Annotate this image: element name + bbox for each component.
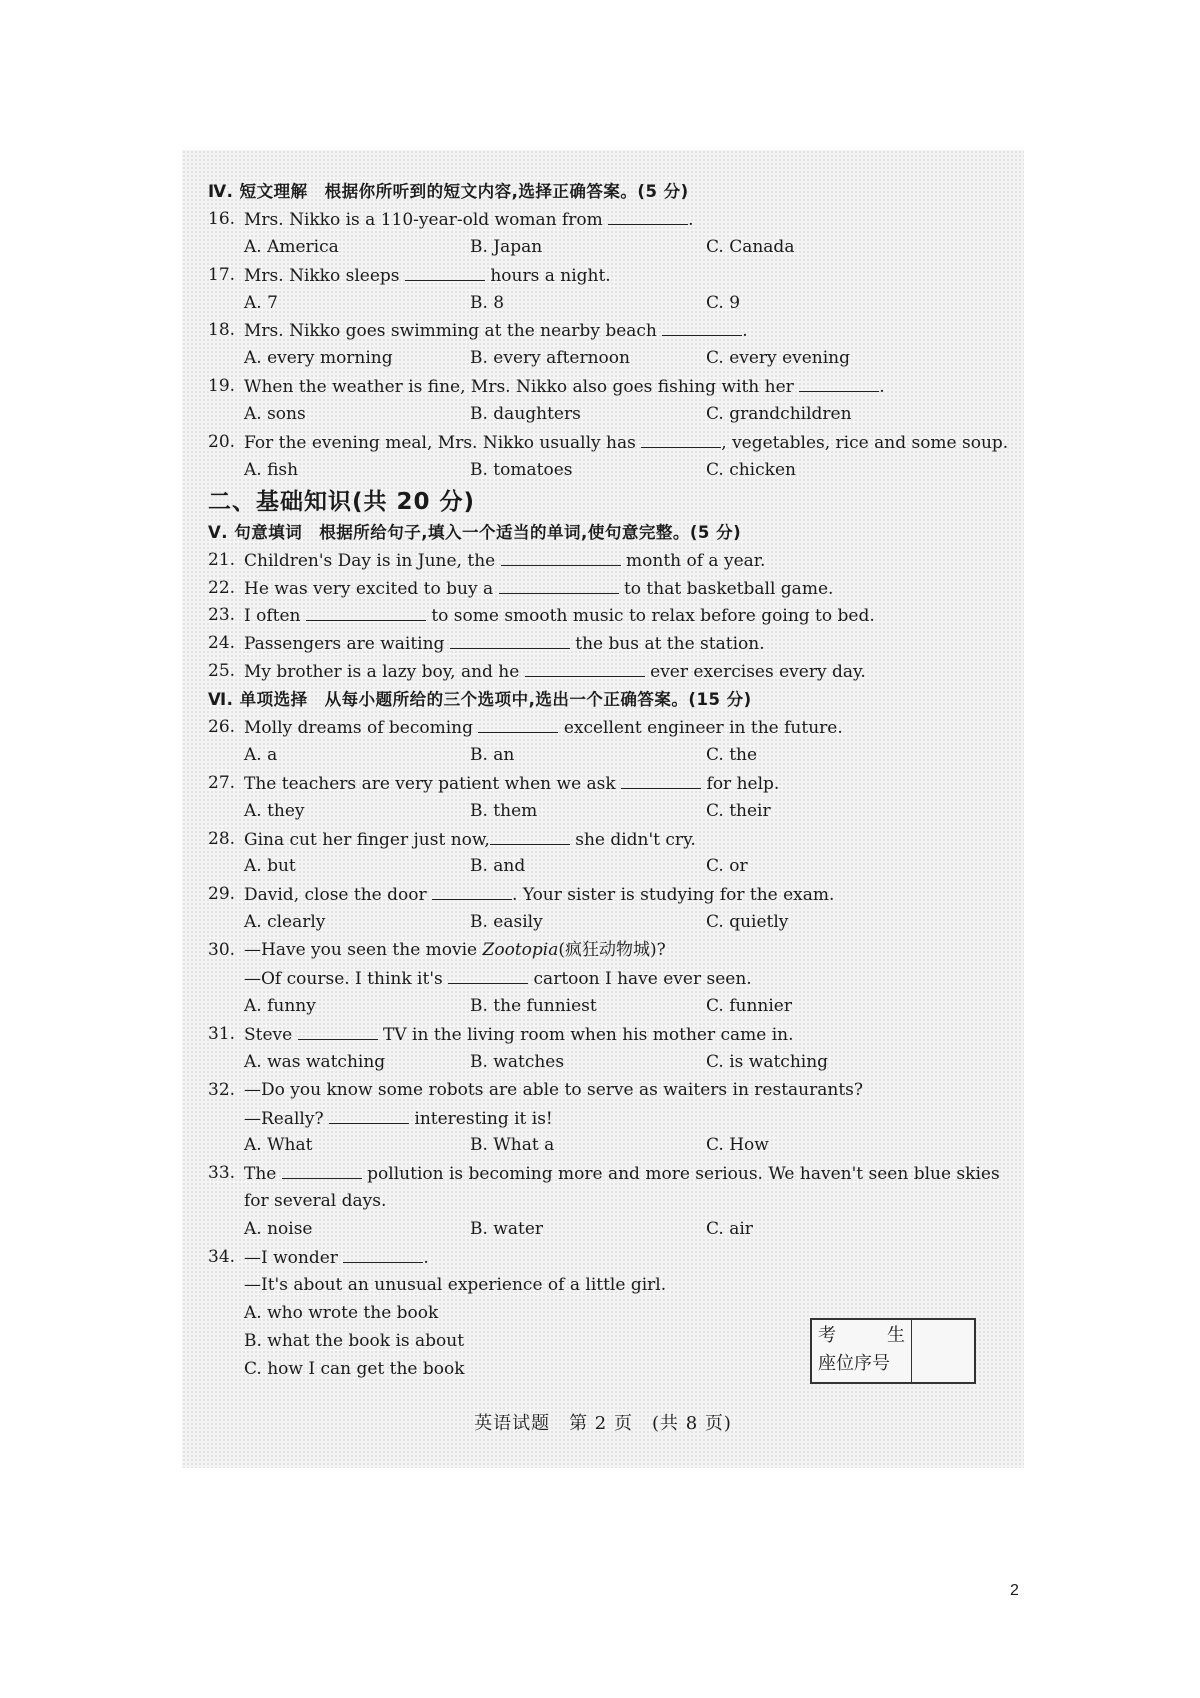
section-4-heading: Ⅳ. 短文理解 根据你所听到的短文内容,选择正确答案。(5 分)	[208, 182, 689, 201]
question-31	[208, 1021, 988, 1049]
question-stem: Steve TV in the living room when his mother came in.	[244, 1021, 794, 1050]
exam-content	[208, 178, 1009, 1383]
options-18	[208, 345, 988, 373]
option-a: A. but	[244, 856, 296, 877]
question-stem: He was very excited to buy a to that basketball game.	[244, 575, 833, 604]
options-33	[208, 1216, 988, 1244]
question-stem: Mrs. Nikko sleeps hours a night.	[244, 262, 611, 291]
question-number: 34.	[208, 1246, 236, 1267]
option-a: A. every morning	[244, 348, 393, 369]
option-c: C. 9	[706, 292, 741, 313]
answer-blank	[448, 965, 528, 984]
question-stem: Mrs. Nikko is a 110-year-old woman from .	[244, 206, 694, 235]
option-b: B. every afternoon	[470, 348, 630, 369]
option-a: A. 7	[244, 292, 278, 313]
option-a: A. What	[244, 1135, 313, 1156]
answer-blank	[490, 826, 570, 845]
question-number: 30.	[208, 940, 236, 961]
question-number: 25.	[208, 661, 236, 682]
question-number: 32.	[208, 1079, 236, 1100]
answer-blank	[329, 1105, 409, 1124]
page-number: 2	[1010, 1582, 1019, 1599]
option-b: B. an	[470, 744, 515, 765]
answer-blank	[298, 1021, 378, 1040]
question-stem: My brother is a lazy boy, and he ever exercises every day.	[244, 658, 866, 687]
question-stem: When the weather is fine, Mrs. Nikko also goes fishing with her .	[244, 373, 885, 402]
question-stem: The teachers are very patient when we ask for help.	[244, 770, 779, 799]
question-stem: —I wonder .	[244, 1244, 429, 1273]
question-number: 23.	[208, 605, 236, 626]
option-c: C. the	[706, 744, 758, 765]
answer-blank	[641, 429, 721, 448]
option-a: A. they	[244, 800, 305, 821]
question-stem: —Have you seen the movie Zootopia(疯狂动物城)?	[244, 940, 666, 961]
seat-number-label: 考 生 座位序号	[812, 1320, 912, 1382]
option-c: C. grandchildren	[706, 404, 852, 425]
options-19	[208, 401, 988, 429]
seat-number-box	[810, 1318, 976, 1384]
answer-blank	[499, 575, 619, 594]
question-number: 29.	[208, 884, 236, 905]
question-number: 22.	[208, 577, 236, 598]
question-32-line-2	[208, 1105, 988, 1133]
answer-blank	[282, 1160, 362, 1179]
option-b: B. what the book is about	[244, 1330, 465, 1351]
question-18	[208, 317, 988, 345]
question-stem: Passengers are waiting the bus at the station.	[244, 630, 765, 659]
answer-blank	[306, 602, 426, 621]
section-5-heading: Ⅴ. 句意填词 根据所给句子,填入一个适当的单词,使句意完整。(5 分)	[208, 522, 742, 542]
question-29	[208, 881, 988, 909]
question-34-line-2	[208, 1272, 988, 1300]
option-a: A. sons	[244, 404, 306, 425]
question-stem: I often to some smooth music to relax before going to bed.	[244, 602, 875, 631]
question-number: 28.	[208, 828, 236, 849]
question-number: 33.	[208, 1163, 236, 1184]
question-16	[208, 206, 988, 234]
option-c: C. or	[706, 856, 748, 877]
question-stem: Molly dreams of becoming excellent engineer in the future.	[244, 714, 843, 743]
question-number: 24.	[208, 633, 236, 654]
answer-blank	[343, 1244, 423, 1263]
answer-blank	[501, 547, 621, 566]
page-footer: 英语试题 第 2 页 (共 8 页)	[474, 1413, 732, 1434]
option-a: A. noise	[244, 1219, 313, 1240]
answer-blank	[405, 262, 485, 281]
option-c: C. is watching	[706, 1051, 829, 1072]
options-29	[208, 909, 988, 937]
question-25	[208, 658, 988, 686]
question-24	[208, 630, 988, 658]
question-33-line-2	[208, 1188, 988, 1216]
question-stem: Gina cut her finger just now, she didn't cry.	[244, 826, 696, 855]
option-a: A. funny	[244, 995, 316, 1016]
option-c: C. air	[706, 1219, 753, 1240]
answer-blank	[432, 881, 512, 900]
question-23	[208, 602, 988, 630]
question-22	[208, 575, 988, 603]
option-a: A. clearly	[244, 912, 326, 933]
option-c: C. Canada	[706, 236, 795, 257]
part-2-heading: 二、基础知识(共 20 分)	[208, 488, 476, 515]
section-6-heading: Ⅵ. 单项选择 从每小题所给的三个选项中,选出一个正确答案。(15 分)	[208, 690, 752, 710]
option-a: A. was watching	[244, 1051, 386, 1072]
options-32	[208, 1132, 988, 1160]
option-b: B. What a	[470, 1135, 555, 1156]
question-28	[208, 826, 988, 854]
seat-number-field[interactable]	[912, 1320, 974, 1382]
question-20	[208, 429, 1009, 457]
question-number: 16.	[208, 208, 236, 229]
option-c: C. How	[706, 1135, 769, 1156]
question-stem-continued: —It's about an unusual experience of a little girl.	[244, 1274, 667, 1295]
question-number: 26.	[208, 717, 236, 738]
question-number: 21.	[208, 549, 236, 570]
option-b: B. the funniest	[470, 995, 597, 1016]
question-32	[208, 1077, 988, 1105]
question-number: 17.	[208, 264, 236, 285]
question-stem: David, close the door . Your sister is studying for the exam.	[244, 881, 834, 910]
question-19	[208, 373, 988, 401]
option-a: A. a	[244, 744, 278, 765]
question-30-line-2	[208, 965, 988, 993]
option-b: B. daughters	[470, 404, 581, 425]
option-c: C. funnier	[706, 995, 792, 1016]
question-21	[208, 547, 988, 575]
options-17	[208, 290, 988, 318]
option-b: B. tomatoes	[470, 459, 573, 480]
answer-blank	[621, 770, 701, 789]
option-b: B. 8	[470, 292, 505, 313]
option-a: A. fish	[244, 459, 299, 480]
option-c: C. quietly	[706, 912, 789, 933]
option-b: B. and	[470, 856, 526, 877]
question-stem-continued: for several days.	[244, 1191, 387, 1212]
option-b: B. water	[470, 1219, 544, 1240]
question-number: 31.	[208, 1023, 236, 1044]
option-c: C. how I can get the book	[244, 1358, 465, 1379]
options-27	[208, 798, 988, 826]
question-stem: The pollution is becoming more and more serious. We haven't seen blue skies	[244, 1160, 1000, 1189]
option-a: A. America	[244, 236, 339, 257]
question-26	[208, 714, 988, 742]
options-16	[208, 234, 988, 262]
options-26	[208, 742, 988, 770]
option-c: C. chicken	[706, 459, 796, 480]
question-number: 18.	[208, 320, 236, 341]
question-stem: For the evening meal, Mrs. Nikko usually has , vegetables, rice and some soup.	[244, 429, 1008, 458]
option-a: A. who wrote the book	[244, 1302, 439, 1323]
options-30	[208, 993, 988, 1021]
question-17	[208, 262, 988, 290]
question-34	[208, 1244, 988, 1272]
options-28	[208, 853, 988, 881]
options-31	[208, 1049, 988, 1077]
question-33	[208, 1160, 1000, 1188]
option-c: C. every evening	[706, 348, 851, 369]
question-stem: Mrs. Nikko goes swimming at the nearby beach .	[244, 317, 748, 346]
question-stem: —Do you know some robots are able to serve as waiters in restaurants?	[244, 1079, 864, 1100]
question-30	[208, 937, 988, 965]
question-stem: —Of course. I think it's cartoon I have ever seen.	[244, 965, 752, 994]
question-number: 27.	[208, 772, 236, 793]
question-number: 19.	[208, 376, 236, 397]
answer-blank	[525, 658, 645, 677]
answer-blank	[662, 317, 742, 336]
answer-blank	[608, 206, 688, 225]
answer-blank	[799, 373, 879, 392]
question-stem: —Really? interesting it is!	[244, 1105, 553, 1134]
options-20	[208, 457, 988, 485]
option-b: B. them	[470, 800, 538, 821]
movie-title: Zootopia	[482, 940, 559, 961]
answer-blank	[478, 714, 558, 733]
question-stem: Children's Day is in June, the month of a year.	[244, 547, 765, 576]
option-b: B. watches	[470, 1051, 565, 1072]
question-number: 20.	[208, 432, 236, 453]
option-b: B. Japan	[470, 236, 543, 257]
option-c: C. their	[706, 800, 771, 821]
option-b: B. easily	[470, 912, 543, 933]
answer-blank	[450, 630, 570, 649]
question-27	[208, 770, 988, 798]
